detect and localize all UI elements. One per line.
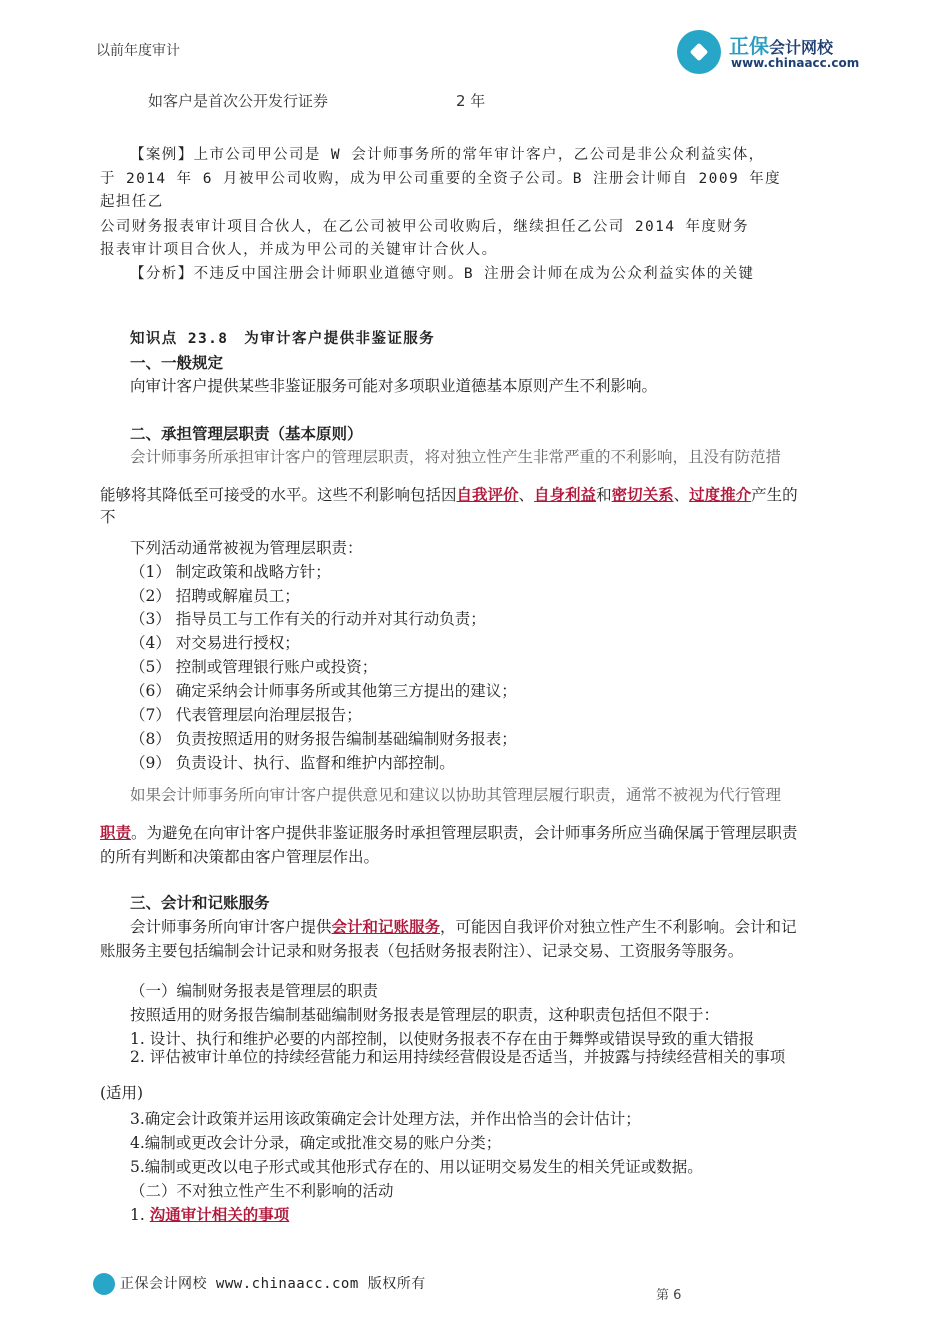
para-advice-line3: 的所有判断和决策都由客户管理层作出。	[100, 848, 380, 866]
sub-heading-no-threat: （二）不对独立性产生不利影响的活动	[130, 1182, 394, 1200]
logo-icon	[677, 30, 721, 74]
list-item: （4） 对交易进行授权；	[130, 634, 300, 652]
clipped-table-row: 如客户是首次公开发行证券	[148, 92, 329, 110]
para-management-line3-clipped: 不	[100, 508, 116, 526]
section-title: 知识点 23.8 为审计客户提供非鉴证服务	[130, 331, 436, 347]
case-line-1: 【案例】上市公司甲公司是 W 会计师事务所的常年审计客户，乙公司是非公众利益实体，	[130, 147, 765, 163]
list-intro: 下列活动通常被视为管理层职责：	[130, 539, 363, 557]
heading-general: 一、一般规定	[130, 353, 224, 372]
list-item: （9） 负责设计、执行、监督和维护内部控制。	[130, 754, 455, 772]
case-line-3: 起担任乙	[100, 194, 164, 210]
sub-para-prepare: 按照适用的财务报告编制基础编制财务报表是管理层的职责，这种职责包括但不限于：	[130, 1006, 720, 1024]
list-item: （1） 制定政策和战略方针；	[130, 563, 331, 581]
list-item: （6） 确定采纳会计师事务所或其他第三方提出的建议；	[130, 682, 517, 700]
para-general: 向审计客户提供某些非鉴证服务可能对多项职业道德基本原则产生不利影响。	[130, 377, 658, 395]
case-analysis: 【分析】不违反中国注册会计师职业道德守则。B 注册会计师在成为公众利益实体的关键	[130, 266, 755, 282]
item-5: 5.编制或更改以电子形式或其他形式存在的、用以证明交易发生的相关凭证或数据。	[130, 1158, 703, 1176]
item-4: 4.编制或更改会计分录，确定或批准交易的账户分类；	[130, 1134, 502, 1152]
list-item: （5） 控制或管理银行账户或投资；	[130, 658, 378, 676]
case-line-5: 报表审计项目合伙人，并成为甲公司的关键审计合伙人。	[100, 242, 498, 258]
list-item: （3） 指导员工与工作有关的行动并对其行动负责；	[130, 610, 486, 628]
para-advice-clipped: 如果会计师事务所向审计客户提供意见和建议以协助其管理层履行职责，通常不被视为代行管理	[130, 786, 782, 804]
logo-name-main: 正保	[729, 34, 769, 58]
sub-heading-prepare: （一）编制财务报表是管理层的职责	[130, 982, 379, 1000]
para-management-line2: 能够将其降低至可接受的水平。这些不利影响包括因自我评价、自身利益和密切关系、过度推介产生的	[100, 485, 798, 504]
item2-tail-clipped: (适用)	[100, 1084, 144, 1102]
clipped-table-year: 2 年	[456, 92, 486, 110]
clipped-top-text: 以前年度审计	[96, 43, 180, 59]
para-bookkeeping-line2-clipped: 账服务主要包括编制会计记录和财务报表（包括财务报表附注）、记录交易、工资服务等服务。	[100, 942, 744, 960]
brand-logo	[677, 28, 877, 78]
item-3: 3.确定会计政策并运用该政策确定会计处理方法，并作出恰当的会计估计；	[130, 1110, 641, 1128]
para-advice-line2: 职责。为避免在向审计客户提供非鉴证服务时承担管理层职责，会计师事务所应当确保属于管理层职责	[100, 823, 798, 842]
case-line-4: 公司财务报表审计项目合伙人，在乙公司被甲公司收购后，继续担任乙公司 2014 年度财务	[100, 219, 750, 235]
heading-management: 二、承担管理层职责（基本原则）	[130, 424, 363, 443]
heading-bookkeeping: 三、会计和记账服务	[130, 893, 270, 912]
footer-copyright: 正保会计网校 www.chinaacc.com 版权所有	[120, 1276, 426, 1292]
list-item: （8） 负责按照适用的财务报告编制基础编制财务报表；	[130, 730, 517, 748]
footer-logo-icon	[93, 1273, 115, 1295]
list-item: （2） 招聘或解雇员工；	[130, 587, 300, 605]
footer-page-clipped: 第 6	[656, 1288, 682, 1303]
case-line-2: 于 2014 年 6 月被甲公司收购，成为甲公司重要的全资子公司。B 注册会计师自 2009 年度	[100, 171, 782, 187]
item1-clipped: 1. 设计、执行和维护必要的内部控制，以使财务报表不存在由于舞弊或错误导致的重大错报	[130, 1030, 755, 1048]
para-bookkeeping: 会计师事务所向审计客户提供会计和记账服务，可能因自我评价对独立性产生不利影响。会计和记	[130, 917, 797, 936]
sub2-item1-clipped: 1. 沟通审计相关的事项	[130, 1205, 290, 1224]
item2-clipped: 2. 评估被审计单位的持续经营能力和运用持续经营假设是否适当，并披露与持续经营相关的事项	[130, 1048, 786, 1066]
logo-url: www.chinaacc.com	[731, 56, 860, 70]
list-item: （7） 代表管理层向治理层报告；	[130, 706, 362, 724]
para-management-clipped: 会计师事务所承担审计客户的管理层职责，将对独立性产生非常严重的不利影响，且没有防范措	[130, 448, 782, 466]
logo-name-sub: 会计网校	[769, 38, 834, 57]
